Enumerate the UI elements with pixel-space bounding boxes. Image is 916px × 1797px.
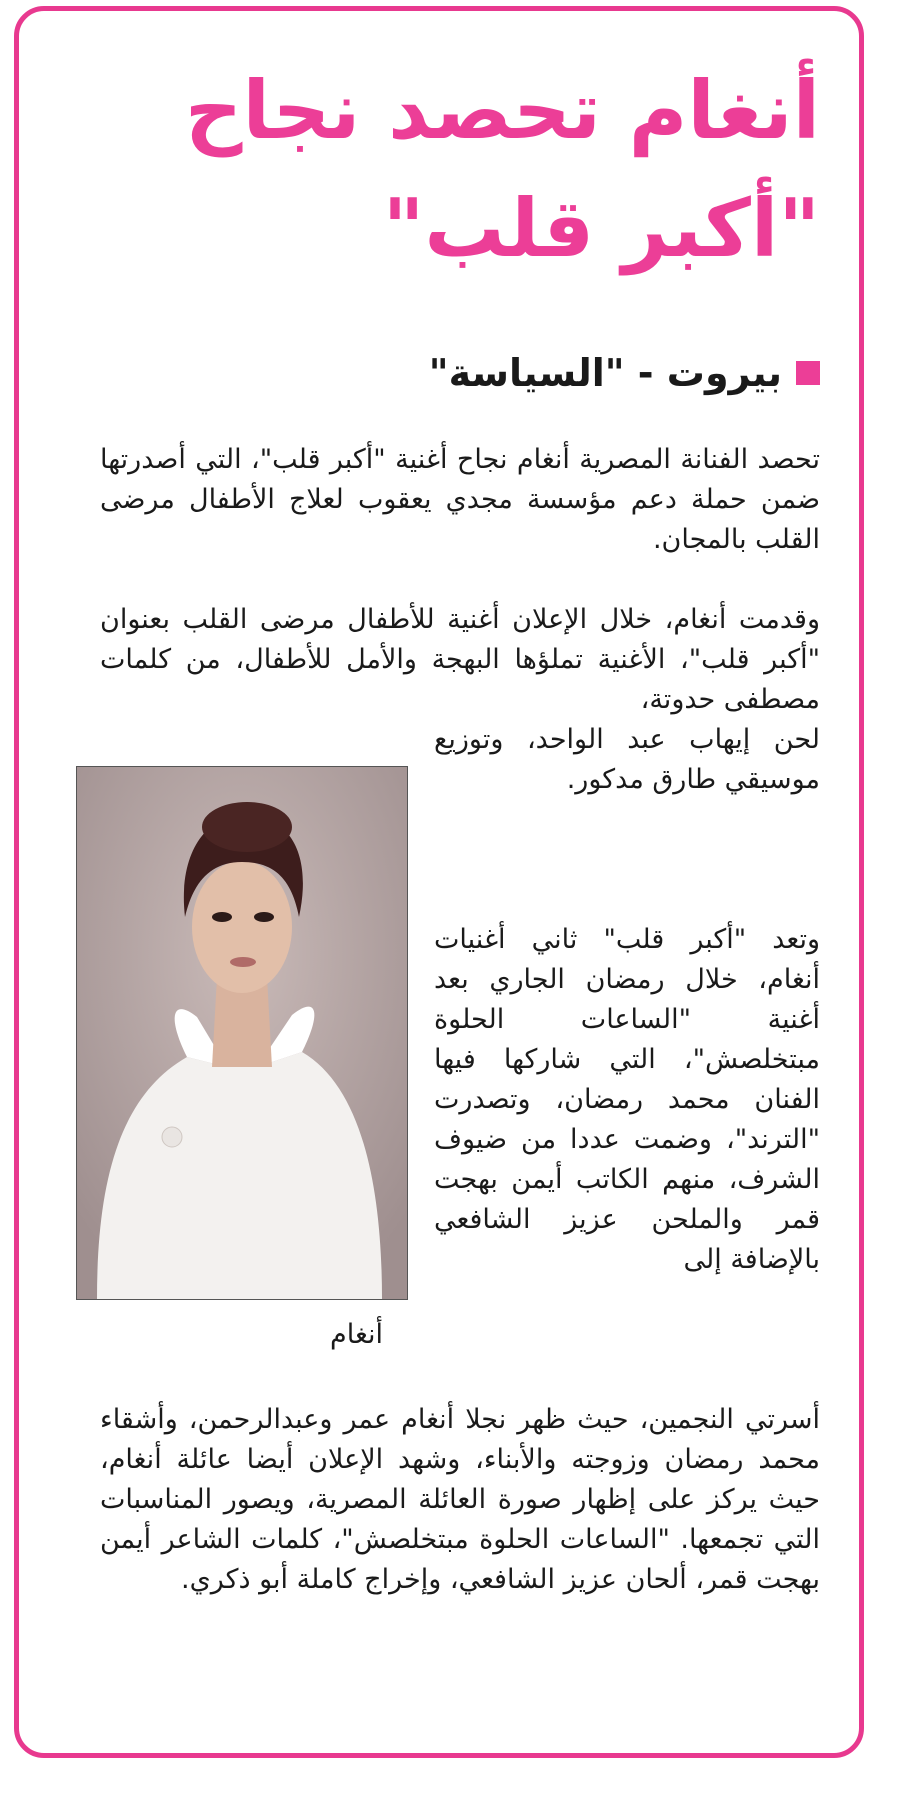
dateline-text: بيروت - "السياسة" bbox=[428, 351, 782, 395]
paragraph: أسرتي النجمين، حيث ظهر نجلا أنغام عمر وعبدالرحمن، وأشقاء محمد رمضان وزوجته والأبناء، وشهد الإعلان أيضا عائلة أنغام، حيث يركز على إظهار صورة العائلة المصرية، ويصور المناسبات التي تجمعها. "الساعات الحلوة مبتخلصش"، كلمات الشاعر أيمن بهجت قمر، ألحان عزيز الشافعي، وإخراج كاملة أبو ذكري. bbox=[100, 1404, 820, 1595]
paragraph: وتعد "أكبر قلب" ثاني أغنيات أنغام، خلال رمضان الجاري بعد أغنية "الساعات الحلوة مبتخلصش"، التي شاركها فيها الفنان محمد رمضان، وتصدرت "الترند"، وضمت عددا من ضيوف الشرف، منهم الكاتب أيمن بهجت قمر والملحن عزيز الشافعي بالإضافة إلى bbox=[434, 924, 820, 1275]
dateline bbox=[429, 350, 820, 396]
dateline-marker-icon bbox=[796, 361, 820, 385]
paragraph: لحن إيهاب عبد الواحد، وتوزيع موسيقي طارق مدكور. bbox=[434, 724, 820, 795]
headline: أنغام تحصد نجاح "أكبر قلب" bbox=[184, 64, 820, 275]
paragraph: تحصد الفنانة المصرية أنغام نجاح أغنية "أكبر قلب"، التي أصدرتها ضمن حملة دعم مؤسسة مجدي يعقوب لعلاج الأطفال مرضى القلب بالمجان. bbox=[100, 444, 820, 555]
paragraph: وقدمت أنغام، خلال الإعلان أغنية للأطفال مرضى القلب بعنوان "أكبر قلب"، الأغنية تملؤها البهجة والأمل للأطفال، من كلمات مصطفى حدوتة، bbox=[100, 604, 820, 715]
photo-caption: أنغام bbox=[330, 1319, 383, 1350]
portrait-photo bbox=[76, 766, 408, 1300]
